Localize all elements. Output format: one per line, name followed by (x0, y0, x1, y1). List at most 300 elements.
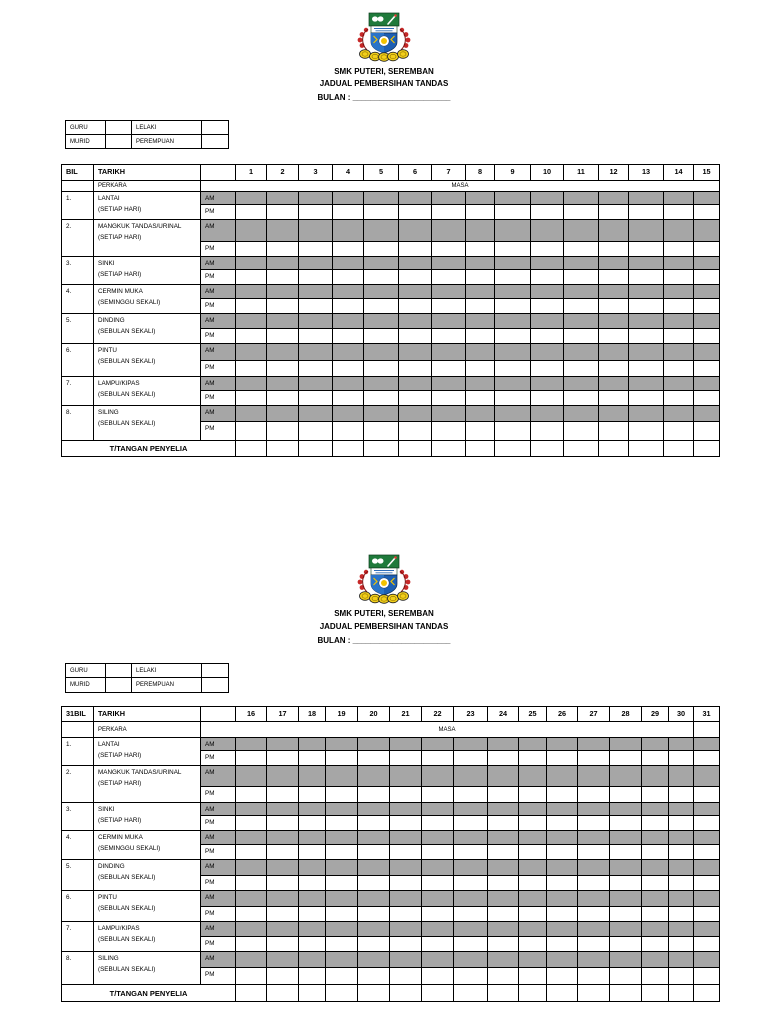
checklist-cell (694, 845, 720, 860)
checklist-cell (664, 422, 694, 441)
checklist-cell (599, 314, 629, 329)
checklist-cell (694, 787, 720, 803)
checklist-cell (236, 192, 267, 205)
blank-header-cell (201, 165, 236, 181)
checklist-cell (547, 816, 578, 831)
checklist-cell (236, 361, 267, 377)
checklist-cell (642, 937, 669, 952)
session-label-pm: PM (201, 787, 236, 803)
session-label-am: AM (201, 766, 236, 787)
checklist-cell (390, 816, 422, 831)
checklist-cell (519, 766, 547, 787)
checklist-cell (578, 937, 610, 952)
checklist-cell (390, 891, 422, 907)
signature-cell (531, 441, 564, 457)
checklist-cell (390, 803, 422, 816)
checklist-cell (399, 192, 432, 205)
task-number: 5. (62, 860, 94, 891)
checklist-cell (454, 803, 488, 816)
checklist-cell (495, 344, 531, 361)
checklist-cell (629, 257, 664, 270)
month-label: BULAN : ______________________ (317, 636, 451, 645)
checklist-cell (422, 968, 454, 985)
checklist-cell (564, 220, 599, 242)
checklist-cell (422, 831, 454, 845)
checklist-cell (432, 391, 466, 406)
checklist-cell (432, 285, 466, 299)
task-frequency: (SEBULAN SEKALI) (98, 874, 156, 881)
task-number: 5. (62, 314, 94, 344)
checklist-cell (390, 876, 422, 891)
checklist-cell (364, 205, 399, 220)
signature-cell (333, 441, 364, 457)
checklist-cell (432, 361, 466, 377)
signature-cell (669, 985, 694, 1002)
checklist-cell (358, 803, 390, 816)
checklist-cell (519, 803, 547, 816)
signature-row (62, 441, 720, 457)
checklist-cell (547, 937, 578, 952)
task-item-cell (94, 406, 201, 441)
checklist-cell (333, 285, 364, 299)
checklist-cell (694, 257, 720, 270)
checklist-cell (669, 952, 694, 968)
checklist-cell (531, 377, 564, 391)
checklist-cell (547, 787, 578, 803)
checklist-cell (454, 738, 488, 751)
checklist-cell (547, 860, 578, 876)
checklist-cell (399, 242, 432, 257)
signature-cell (364, 441, 399, 457)
session-label-pm: PM (201, 299, 236, 314)
day-header: 2 (267, 165, 299, 181)
checklist-cell (495, 422, 531, 441)
checklist-cell (519, 816, 547, 831)
checklist-cell (547, 831, 578, 845)
checklist-cell (642, 952, 669, 968)
checklist-cell (547, 891, 578, 907)
checklist-cell (466, 242, 495, 257)
gender-label: PEREMPUAN (132, 135, 202, 149)
checklist-cell (267, 831, 299, 845)
checklist-cell (333, 361, 364, 377)
task-row-am (62, 314, 720, 329)
checklist-cell (267, 816, 299, 831)
school-crest-logo (356, 12, 412, 62)
checklist-cell (610, 845, 642, 860)
checklist-cell (364, 344, 399, 361)
checklist-cell (629, 205, 664, 220)
checklist-cell (399, 406, 432, 422)
session-label-pm: PM (201, 751, 236, 766)
checklist-cell (694, 968, 720, 985)
checklist-cell (390, 922, 422, 937)
checklist-cell (599, 391, 629, 406)
checklist-cell (564, 205, 599, 220)
checklist-cell (599, 377, 629, 391)
checklist-cell (326, 845, 358, 860)
checklist-cell (299, 270, 333, 285)
checklist-cell (599, 406, 629, 422)
checklist-cell (519, 738, 547, 751)
checklist-cell (358, 876, 390, 891)
checklist-cell (599, 285, 629, 299)
day-header: 24 (488, 707, 519, 722)
checklist-cell (531, 299, 564, 314)
checklist-cell (488, 860, 519, 876)
checklist-cell (495, 285, 531, 299)
signature-cell (299, 441, 333, 457)
checklist-cell (495, 220, 531, 242)
checklist-cell (669, 787, 694, 803)
checklist-cell (466, 391, 495, 406)
checklist-cell (519, 952, 547, 968)
school-crest-logo (356, 554, 412, 604)
day-header: 16 (236, 707, 267, 722)
checklist-cell (236, 270, 267, 285)
session-label-am: AM (201, 285, 236, 299)
checklist-cell (669, 968, 694, 985)
checklist-cell (599, 192, 629, 205)
checklist-cell (267, 937, 299, 952)
day-header: 18 (299, 707, 326, 722)
checklist-cell (664, 314, 694, 329)
checklist-cell (299, 831, 326, 845)
checklist-cell (432, 406, 466, 422)
checklist-cell (236, 907, 267, 922)
category-row (66, 121, 229, 135)
gender-tick-box (202, 664, 229, 678)
checklist-cell (267, 406, 299, 422)
task-frequency: (SEBULAN SEKALI) (98, 966, 156, 973)
checklist-cell (564, 344, 599, 361)
task-item-cell (94, 831, 201, 860)
checklist-cell (333, 220, 364, 242)
task-item-cell (94, 314, 201, 344)
checklist-cell (642, 860, 669, 876)
checklist-cell (669, 816, 694, 831)
checklist-cell (519, 922, 547, 937)
gender-tick-box (202, 135, 229, 149)
checklist-cell (390, 907, 422, 922)
session-label-pm: PM (201, 329, 236, 344)
checklist-cell (299, 845, 326, 860)
checklist-cell (495, 270, 531, 285)
checklist-cell (454, 787, 488, 803)
checklist-cell (694, 876, 720, 891)
checklist-cell (358, 891, 390, 907)
task-item-cell (94, 922, 201, 952)
checklist-cell (326, 787, 358, 803)
perkara-header-row (62, 722, 720, 738)
day-header: 4 (333, 165, 364, 181)
checklist-cell (364, 220, 399, 242)
checklist-cell (610, 876, 642, 891)
month-label: BULAN : ______________________ (317, 93, 451, 102)
checklist-cell (399, 329, 432, 344)
session-label-am: AM (201, 257, 236, 270)
checklist-cell (299, 787, 326, 803)
checklist-cell (495, 377, 531, 391)
checklist-cell (364, 242, 399, 257)
checklist-cell (299, 751, 326, 766)
task-item-cell (94, 192, 201, 220)
checklist-cell (358, 922, 390, 937)
checklist-cell (299, 968, 326, 985)
day-header: 11 (564, 165, 599, 181)
gender-label: LELAKI (132, 664, 202, 678)
signature-cell (390, 985, 422, 1002)
checklist-cell (299, 816, 326, 831)
checklist-cell (578, 952, 610, 968)
checklist-cell (432, 299, 466, 314)
checklist-cell (364, 422, 399, 441)
checklist-cell (299, 344, 333, 361)
checklist-cell (664, 220, 694, 242)
task-row-am (62, 952, 720, 968)
signature-cell (422, 985, 454, 1002)
gender-tick-box (202, 121, 229, 135)
checklist-cell (531, 344, 564, 361)
checklist-cell (564, 361, 599, 377)
checklist-cell (422, 751, 454, 766)
checklist-cell (488, 738, 519, 751)
category-row (66, 678, 229, 693)
checklist-cell (694, 922, 720, 937)
checklist-cell (629, 377, 664, 391)
checklist-cell (629, 242, 664, 257)
checklist-cell (547, 907, 578, 922)
checklist-cell (333, 192, 364, 205)
day-header: 19 (326, 707, 358, 722)
checklist-cell (629, 344, 664, 361)
checklist-cell (664, 329, 694, 344)
checklist-cell (326, 922, 358, 937)
session-label-pm: PM (201, 876, 236, 891)
checklist-cell (236, 257, 267, 270)
masa-header: MASA (201, 722, 694, 738)
session-label-am: AM (201, 803, 236, 816)
checklist-cell (236, 766, 267, 787)
task-row-am (62, 860, 720, 876)
checklist-cell (299, 766, 326, 787)
checklist-cell (519, 968, 547, 985)
checklist-cell (599, 422, 629, 441)
signature-cell (358, 985, 390, 1002)
checklist-cell (267, 220, 299, 242)
session-label-am: AM (201, 891, 236, 907)
bil-header: 31BIL (62, 707, 94, 722)
checklist-cell (390, 738, 422, 751)
checklist-cell (564, 314, 599, 329)
checklist-cell (333, 422, 364, 441)
checklist-cell (267, 876, 299, 891)
checklist-cell (466, 257, 495, 270)
signature-cell (399, 441, 432, 457)
task-row-am (62, 285, 720, 299)
schedule-title: JADUAL PEMBERSIHAN TANDAS (319, 79, 449, 88)
gender-label: PEREMPUAN (132, 678, 202, 693)
masa-header: MASA (201, 181, 720, 192)
checklist-cell (326, 803, 358, 816)
checklist-cell (326, 937, 358, 952)
checklist-cell (236, 314, 267, 329)
signature-cell (267, 985, 299, 1002)
checklist-cell (399, 299, 432, 314)
checklist-cell (669, 907, 694, 922)
checklist-cell (267, 391, 299, 406)
task-item-cell (94, 860, 201, 891)
checklist-cell (629, 329, 664, 344)
task-item-cell (94, 257, 201, 285)
checklist-cell (399, 391, 432, 406)
task-item-cell (94, 803, 201, 831)
checklist-cell (236, 242, 267, 257)
day-header: 1 (236, 165, 267, 181)
day-header: 29 (642, 707, 669, 722)
schedule-title: JADUAL PEMBERSIHAN TANDAS (319, 622, 449, 631)
checklist-cell (466, 314, 495, 329)
checklist-cell (267, 952, 299, 968)
checklist-cell (547, 968, 578, 985)
checklist-cell (399, 220, 432, 242)
checklist-cell (642, 968, 669, 985)
checklist-cell (564, 270, 599, 285)
checklist-cell (333, 391, 364, 406)
checklist-cell (519, 845, 547, 860)
checklist-cell (267, 270, 299, 285)
checklist-cell (694, 242, 720, 257)
checklist-cell (629, 285, 664, 299)
checklist-cell (267, 377, 299, 391)
checklist-cell (432, 377, 466, 391)
checklist-cell (422, 860, 454, 876)
checklist-cell (364, 391, 399, 406)
checklist-cell (432, 192, 466, 205)
checklist-cell (364, 285, 399, 299)
checklist-cell (531, 205, 564, 220)
checklist-cell (669, 831, 694, 845)
checklist-cell (236, 344, 267, 361)
checklist-cell (694, 344, 720, 361)
date-header-row (62, 707, 720, 722)
checklist-cell (488, 831, 519, 845)
checklist-cell (358, 816, 390, 831)
day-header: 21 (390, 707, 422, 722)
signature-cell (466, 441, 495, 457)
bil-header: BIL (62, 165, 94, 181)
task-frequency: (SEBULAN SEKALI) (98, 420, 156, 427)
signature-cell (488, 985, 519, 1002)
checklist-cell (390, 845, 422, 860)
checklist-cell (669, 845, 694, 860)
checklist-cell (547, 803, 578, 816)
checklist-cell (578, 876, 610, 891)
task-name: SINKI (98, 260, 115, 267)
checklist-cell (488, 787, 519, 803)
signature-cell (610, 985, 642, 1002)
checklist-cell (299, 299, 333, 314)
checklist-cell (599, 242, 629, 257)
checklist-cell (326, 907, 358, 922)
checklist-cell (642, 766, 669, 787)
checklist-cell (694, 831, 720, 845)
checklist-cell (422, 803, 454, 816)
checklist-cell (432, 314, 466, 329)
task-name: MANGKUK TANDAS/URINAL (98, 769, 182, 776)
checklist-cell (466, 220, 495, 242)
checklist-cell (694, 406, 720, 422)
checklist-cell (599, 257, 629, 270)
session-label-pm: PM (201, 242, 236, 257)
checklist-cell (326, 831, 358, 845)
checklist-cell (454, 860, 488, 876)
checklist-cell (610, 891, 642, 907)
day-header: 10 (531, 165, 564, 181)
checklist-cell (629, 422, 664, 441)
checklist-cell (664, 391, 694, 406)
checklist-cell (564, 391, 599, 406)
checklist-cell (564, 257, 599, 270)
day-header: 23 (454, 707, 488, 722)
session-label-pm: PM (201, 816, 236, 831)
day-header: 9 (495, 165, 531, 181)
task-frequency: (SETIAP HARI) (98, 206, 142, 213)
checklist-cell (466, 344, 495, 361)
checklist-cell (547, 876, 578, 891)
checklist-cell (333, 377, 364, 391)
task-item-cell (94, 952, 201, 985)
session-label-am: AM (201, 314, 236, 329)
checklist-cell (267, 314, 299, 329)
checklist-cell (547, 952, 578, 968)
checklist-cell (531, 391, 564, 406)
role-tick-box (106, 135, 132, 149)
signature-cell (495, 441, 531, 457)
checklist-cell (299, 860, 326, 876)
signature-cell (694, 985, 720, 1002)
task-frequency: (SEMINGGU SEKALI) (98, 299, 161, 306)
checklist-cell (564, 192, 599, 205)
checklist-cell (694, 766, 720, 787)
checklist-cell (488, 968, 519, 985)
checklist-cell (333, 314, 364, 329)
checklist-cell (578, 922, 610, 937)
checklist-cell (694, 803, 720, 816)
category-table (65, 663, 229, 693)
session-label-am: AM (201, 922, 236, 937)
task-name: LAMPU/KIPAS (98, 380, 140, 387)
day-header: 22 (422, 707, 454, 722)
checklist-cell (333, 406, 364, 422)
checklist-cell (333, 344, 364, 361)
checklist-cell (488, 816, 519, 831)
checklist-cell (531, 329, 564, 344)
checklist-cell (519, 876, 547, 891)
checklist-cell (578, 803, 610, 816)
session-label-pm: PM (201, 422, 236, 441)
checklist-cell (466, 299, 495, 314)
checklist-cell (236, 285, 267, 299)
checklist-cell (299, 907, 326, 922)
checklist-cell (299, 242, 333, 257)
checklist-cell (664, 192, 694, 205)
task-item-cell (94, 891, 201, 922)
checklist-cell (326, 816, 358, 831)
task-name: LAMPU/KIPAS (98, 925, 140, 932)
checklist-cell (664, 257, 694, 270)
checklist-cell (267, 422, 299, 441)
